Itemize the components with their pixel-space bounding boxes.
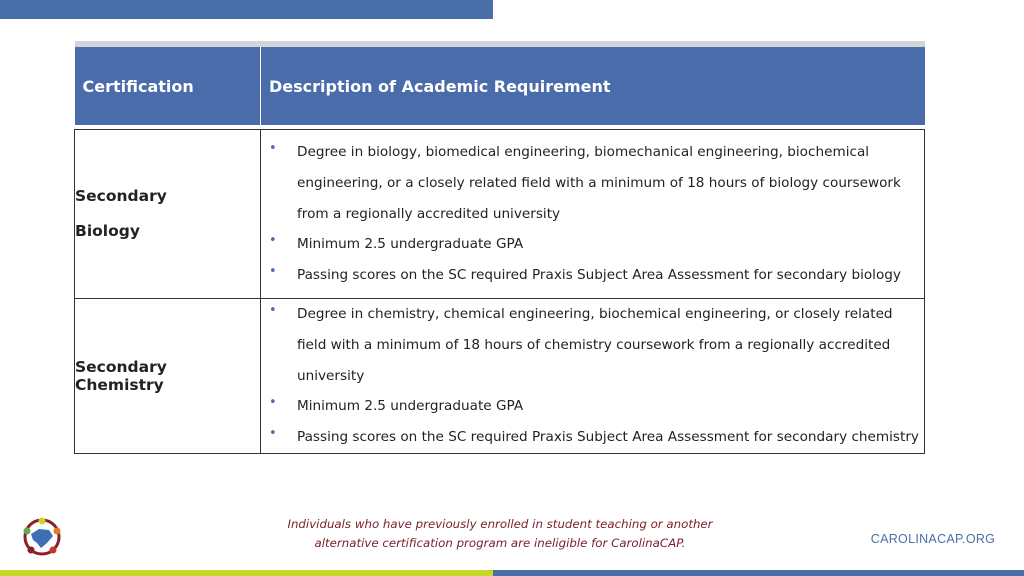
certification-name-line: Secondary Chemistry bbox=[75, 358, 167, 394]
requirement-item bbox=[261, 229, 924, 260]
requirement-text: Passing scores on the SC required Praxis Subject Area Assessment for secondary biology bbox=[297, 267, 901, 284]
certification-cell bbox=[75, 299, 261, 454]
requirements-list bbox=[261, 299, 924, 453]
requirement-text: Degree in chemistry, chemical engineering, biochemical engineering, or closely related field with a minimum of 18 hours of chemistry coursework from a regionally accredited university bbox=[297, 306, 893, 384]
requirement-text: Passing scores on the SC required Praxis Subject Area Assessment for secondary chemistry bbox=[297, 429, 919, 446]
table-row-biology bbox=[75, 130, 925, 299]
bottom-accent-bar-blue bbox=[493, 570, 1024, 576]
requirement-text: Minimum 2.5 undergraduate GPA bbox=[297, 236, 524, 253]
requirement-item bbox=[261, 260, 924, 291]
top-accent-bar bbox=[0, 0, 493, 19]
bullet-icon: • bbox=[269, 395, 277, 411]
requirement-item bbox=[261, 299, 924, 391]
requirement-item bbox=[261, 391, 924, 422]
eligibility-note-line: Individuals who have previously enrolled in student teaching or another bbox=[287, 517, 713, 531]
bullet-icon: • bbox=[269, 233, 277, 249]
header-certification: Certification bbox=[75, 44, 261, 125]
table-row-chemistry bbox=[75, 299, 925, 454]
website-link[interactable]: CAROLINACAP.ORG bbox=[870, 532, 996, 546]
table-header-row bbox=[75, 44, 925, 125]
requirement-item bbox=[261, 137, 924, 229]
certification-name-line: Biology bbox=[75, 222, 140, 240]
bullet-icon: • bbox=[269, 303, 277, 318]
description-cell bbox=[261, 299, 925, 454]
carolinacap-logo-icon bbox=[22, 517, 62, 557]
description-cell bbox=[261, 130, 925, 299]
certification-name-line: Secondary bbox=[75, 187, 167, 205]
eligibility-note bbox=[270, 515, 730, 553]
bottom-accent-bar-green bbox=[0, 570, 493, 576]
requirement-text: Minimum 2.5 undergraduate GPA bbox=[297, 398, 524, 415]
requirement-item bbox=[261, 422, 924, 453]
requirements-table bbox=[74, 41, 925, 454]
certification-cell bbox=[75, 130, 261, 299]
bullet-icon: • bbox=[269, 426, 277, 442]
bullet-icon: • bbox=[269, 141, 277, 156]
header-description: Description of Academic Requirement bbox=[261, 44, 925, 125]
eligibility-note-line: alternative certification program are ineligible for CarolinaCAP. bbox=[314, 536, 686, 550]
bullet-icon: • bbox=[269, 264, 277, 280]
requirement-text: Degree in biology, biomedical engineering, biomechanical engineering, biochemical engineering, or a closely related field with a minimum of 18 hours of biology coursework from a regionally accredited university bbox=[297, 144, 901, 222]
requirements-list bbox=[261, 137, 924, 291]
